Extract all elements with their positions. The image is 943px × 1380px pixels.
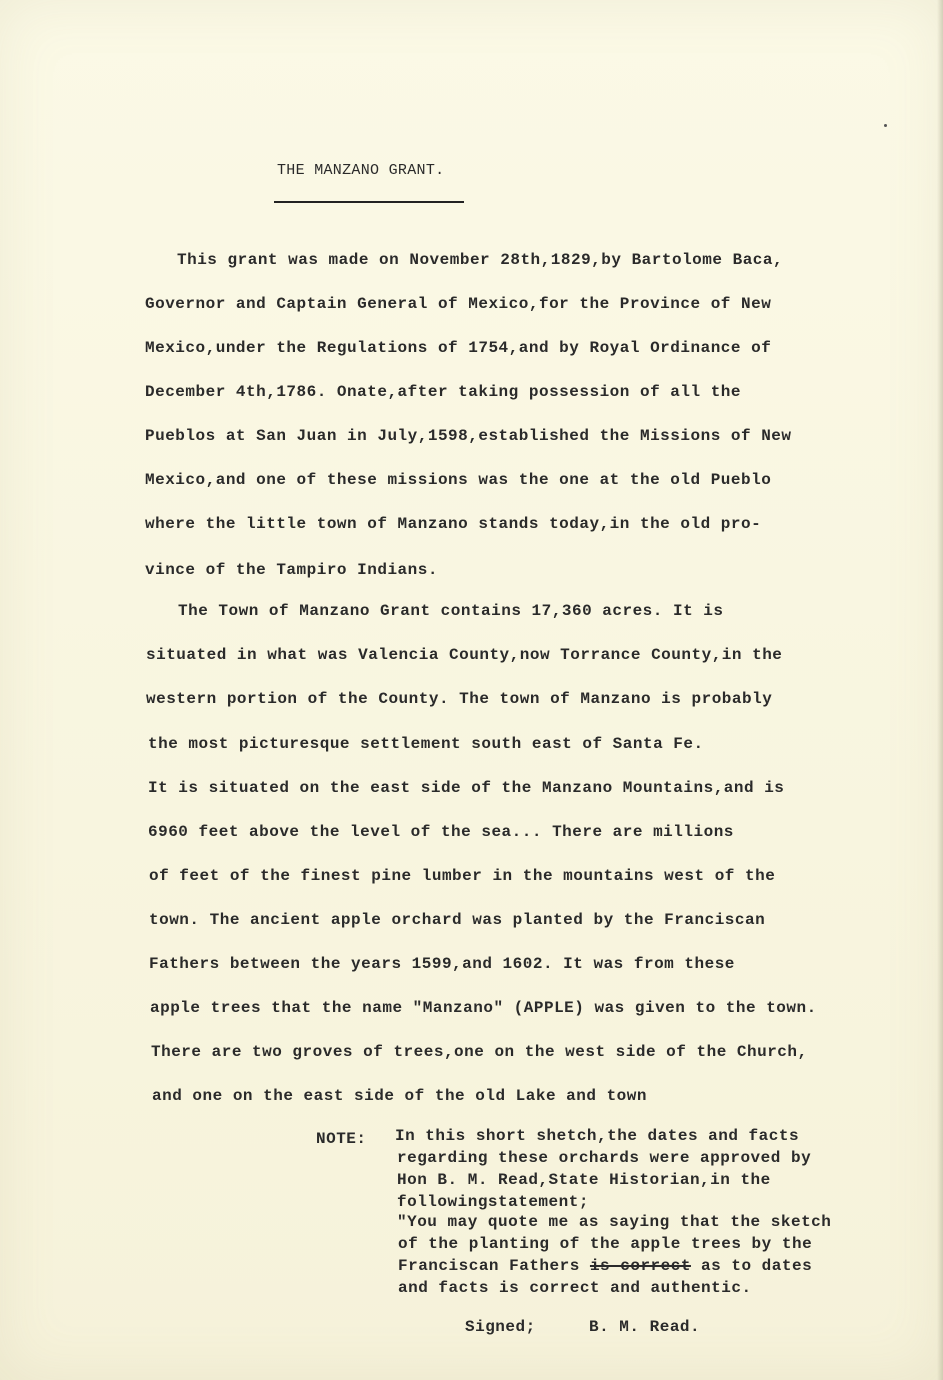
signed-label: Signed; xyxy=(465,1318,536,1336)
paragraph-2-line-9: Fathers between the years 1599,and 1602. It was from these xyxy=(149,955,735,973)
note-line-2: regarding these orchards were approved by xyxy=(397,1149,812,1167)
paragraph-1-line-6: Mexico,and one of these missions was the one at the old Pueblo xyxy=(145,471,772,489)
note-line-1: In this short shetch,the dates and facts xyxy=(395,1127,800,1145)
paragraph-2-line-5: It is situated on the east side of the Manzano Mountains,and is xyxy=(148,779,785,797)
signer-name: B. M. Read. xyxy=(589,1318,701,1336)
paragraph-2-line-12: and one on the east side of the old Lake and town xyxy=(152,1087,647,1105)
paragraph-2-line-11: There are two groves of trees,one on the west side of the Church, xyxy=(151,1043,808,1061)
paragraph-2-line-6: 6960 feet above the level of the sea... There are millions xyxy=(148,823,734,841)
note-line-6: of the planting of the apple trees by the xyxy=(398,1235,813,1253)
paragraph-1-line-8: vince of the Tampiro Indians. xyxy=(145,561,438,579)
paragraph-1-line-3: Mexico,under the Regulations of 1754,and by Royal Ordinance of xyxy=(145,339,772,357)
note-line-4: followingstatement; xyxy=(397,1193,589,1211)
paragraph-2-line-7: of feet of the finest pine lumber in the mountains west of the xyxy=(149,867,776,885)
document-title: THE MANZANO GRANT. xyxy=(277,162,445,179)
title-underline xyxy=(274,201,464,203)
paragraph-1-line-1: This grant was made on November 28th,1829,by Bartolome Baca, xyxy=(177,251,784,269)
note-line-5: "You may quote me as saying that the sketch xyxy=(397,1213,832,1231)
struck-text: is correct xyxy=(589,1257,691,1275)
paragraph-2-line-8: town. The ancient apple orchard was planted by the Franciscan xyxy=(149,911,766,929)
note-line-7-after: as to dates xyxy=(690,1257,813,1275)
paragraph-1-line-5: Pueblos at San Juan in July,1598,established the Missions of New xyxy=(145,427,792,445)
paragraph-1-line-2: Governor and Captain General of Mexico,for the Province of New xyxy=(145,295,772,313)
paragraph-2-line-2: situated in what was Valencia County,now Torrance County,in the xyxy=(146,646,783,664)
note-line-7-before: Franciscan Fathers xyxy=(398,1257,590,1275)
paragraph-2-line-3: western portion of the County. The town of Manzano is probably xyxy=(146,690,773,708)
note-label: NOTE: xyxy=(316,1130,367,1148)
paper-speck xyxy=(884,124,887,127)
paragraph-2-line-1: The Town of Manzano Grant contains 17,360 acres. It is xyxy=(178,602,724,620)
note-line-7 xyxy=(398,1257,812,1275)
paragraph-1-line-4: December 4th,1786. Onate,after taking possession of all the xyxy=(145,383,741,401)
note-line-3: Hon B. M. Read,State Historian,in the xyxy=(397,1171,771,1189)
paragraph-2-line-4: the most picturesque settlement south east of Santa Fe. xyxy=(148,735,704,753)
paragraph-1-line-7: where the little town of Manzano stands today,in the old pro- xyxy=(145,515,762,533)
paragraph-2-line-10: apple trees that the name "Manzano" (APPLE) was given to the town. xyxy=(150,999,817,1017)
note-line-8: and facts is correct and authentic. xyxy=(398,1279,752,1297)
